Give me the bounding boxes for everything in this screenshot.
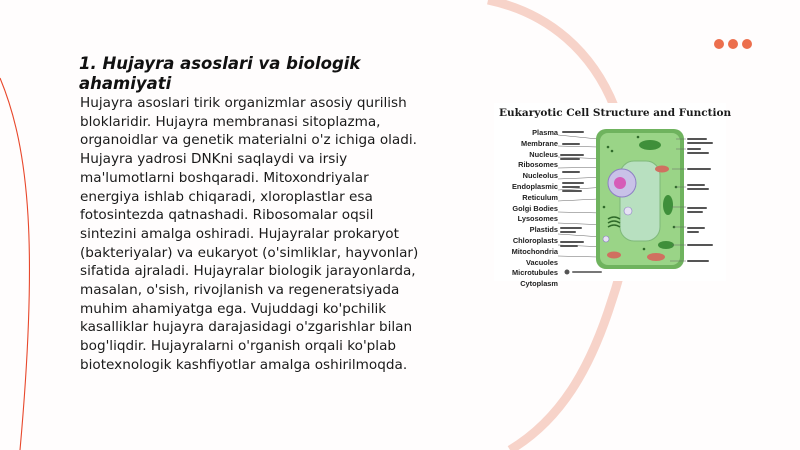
slide-title: 1. Hujayra asoslari va biologik ahamiyati	[79, 54, 361, 93]
figure-label: Reticulum	[522, 192, 558, 202]
cell-diagram-icon	[558, 127, 686, 275]
dot	[714, 39, 724, 49]
figure-label: Membrane	[521, 138, 558, 148]
dot	[742, 39, 752, 49]
figure-label: Plastids	[529, 225, 558, 235]
slide-body-text: Hujayra asoslari tirik organizmlar asosiy qurilish bloklaridir. Hujayra membranasi sitoplazma, organoidlar va genetik materialni o'z ichiga oladi. Hujayra yadrosi DNKni saqlaydi va irsiy ma'lumotlarni boshqaradi. Mitoxondriyalar energiya ishlab chiqaradi, xloroplastlar esa fotosintezda qatnashadi. Ribosomalar oqsil sintezini amalga oshiradi. Hujayralar prokaryot (bakteriyalar) va eukaryot (o'simliklar, hayvonlar) sifatida ajraladi. Hujayralar biologik jarayonlarda, masalan, o'sish, rivojlanish va regeneratsiyada muhim ahamiyatga ega. Vujuddagi ko'pchilik kasalliklar hujayra darajasidagi o'zgarishlar bilan bog'liqdir. Hujayralarni o'rganish orqali ko'plab biotexnologik kashfiyotlar amalga oshirilmoqda.	[80, 95, 419, 373]
figure-label: Microtubules	[512, 268, 558, 278]
cell-figure	[494, 103, 732, 289]
figure-label: Ribosomes	[518, 160, 558, 170]
left-accent-line	[0, 78, 30, 450]
figure-right-label-marks	[686, 137, 722, 267]
figure-label: Nucleolus	[522, 171, 558, 181]
figure-left-labels	[500, 128, 558, 290]
figure-label: Endoplasmic	[512, 181, 558, 191]
dot	[728, 39, 738, 49]
figure-label: Lysosomes	[517, 214, 558, 224]
figure-label: Mitochondria	[511, 246, 558, 256]
three-dots-icon	[714, 39, 752, 49]
figure-label: Nucleus	[529, 149, 558, 159]
figure-label: Golgi Bodies	[512, 203, 558, 213]
figure-label: Vacuoles	[525, 257, 558, 267]
figure-label: Cytoplasm	[520, 279, 558, 289]
figure-title: Eukaryotic Cell Structure and Function	[499, 107, 732, 119]
figure-label: Plasma	[532, 128, 558, 137]
publisher-logo-icon	[564, 268, 604, 276]
figure-label: Chloroplasts	[512, 235, 558, 245]
